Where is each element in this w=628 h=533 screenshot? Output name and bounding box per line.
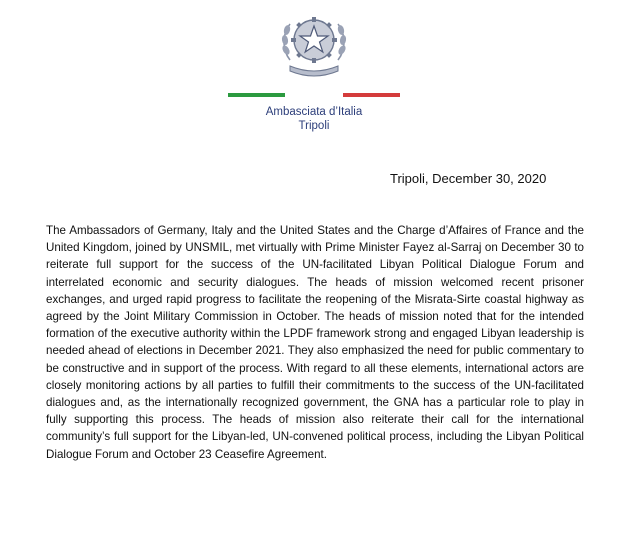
italian-flag-stripe (228, 93, 400, 97)
statement-body: The Ambassadors of Germany, Italy and the United States and the Charge d’Affaires of France and the United Kingdom, joined by UNSMIL, met virtually with Prime Minister Fayez al-Sarraj on December 30 to reiterate full support for the success of the UN-facilitated Libyan Political Dialogue Forum and interrelated economic and security dialogues. The heads of mission welcomed recent prisoner exchanges, and urged rapid progress to facilitate the reopening of the Misrata-Sirte coastal highway as agreed by the Joint Military Commission in October. The heads of mission noted that for the intended formation of the executive authority within the LPDF framework strong and engaged Libyan leadership is needed ahead of elections in December 2021. They also emphasized the need for public commentary to be constructive and in support of the process. With regard to all these elements, international actors are closely monitoring actions by all parties to fulfill their commitments to the success of the UN-facilitated dialogues and, as the internationally recognized government, the GNA has a particular role to play in fully supporting this process. The heads of mission also reiterate their call for the international community’s full support for the Libyan-led, UN-convened political process, including the Libyan Political Dialogue Forum and October 23 Ceasefire Agreement. (46, 224, 584, 461)
flag-green-band (228, 93, 285, 97)
italian-republic-emblem-icon (276, 6, 352, 80)
flag-red-band (343, 93, 400, 97)
embassy-name: Ambasciata d’Italia (265, 106, 363, 118)
flag-white-band (285, 93, 342, 97)
dateline: Tripoli, December 30, 2020 (390, 171, 547, 186)
embassy-name-block (0, 105, 628, 133)
embassy-city: Tripoli (298, 120, 330, 132)
